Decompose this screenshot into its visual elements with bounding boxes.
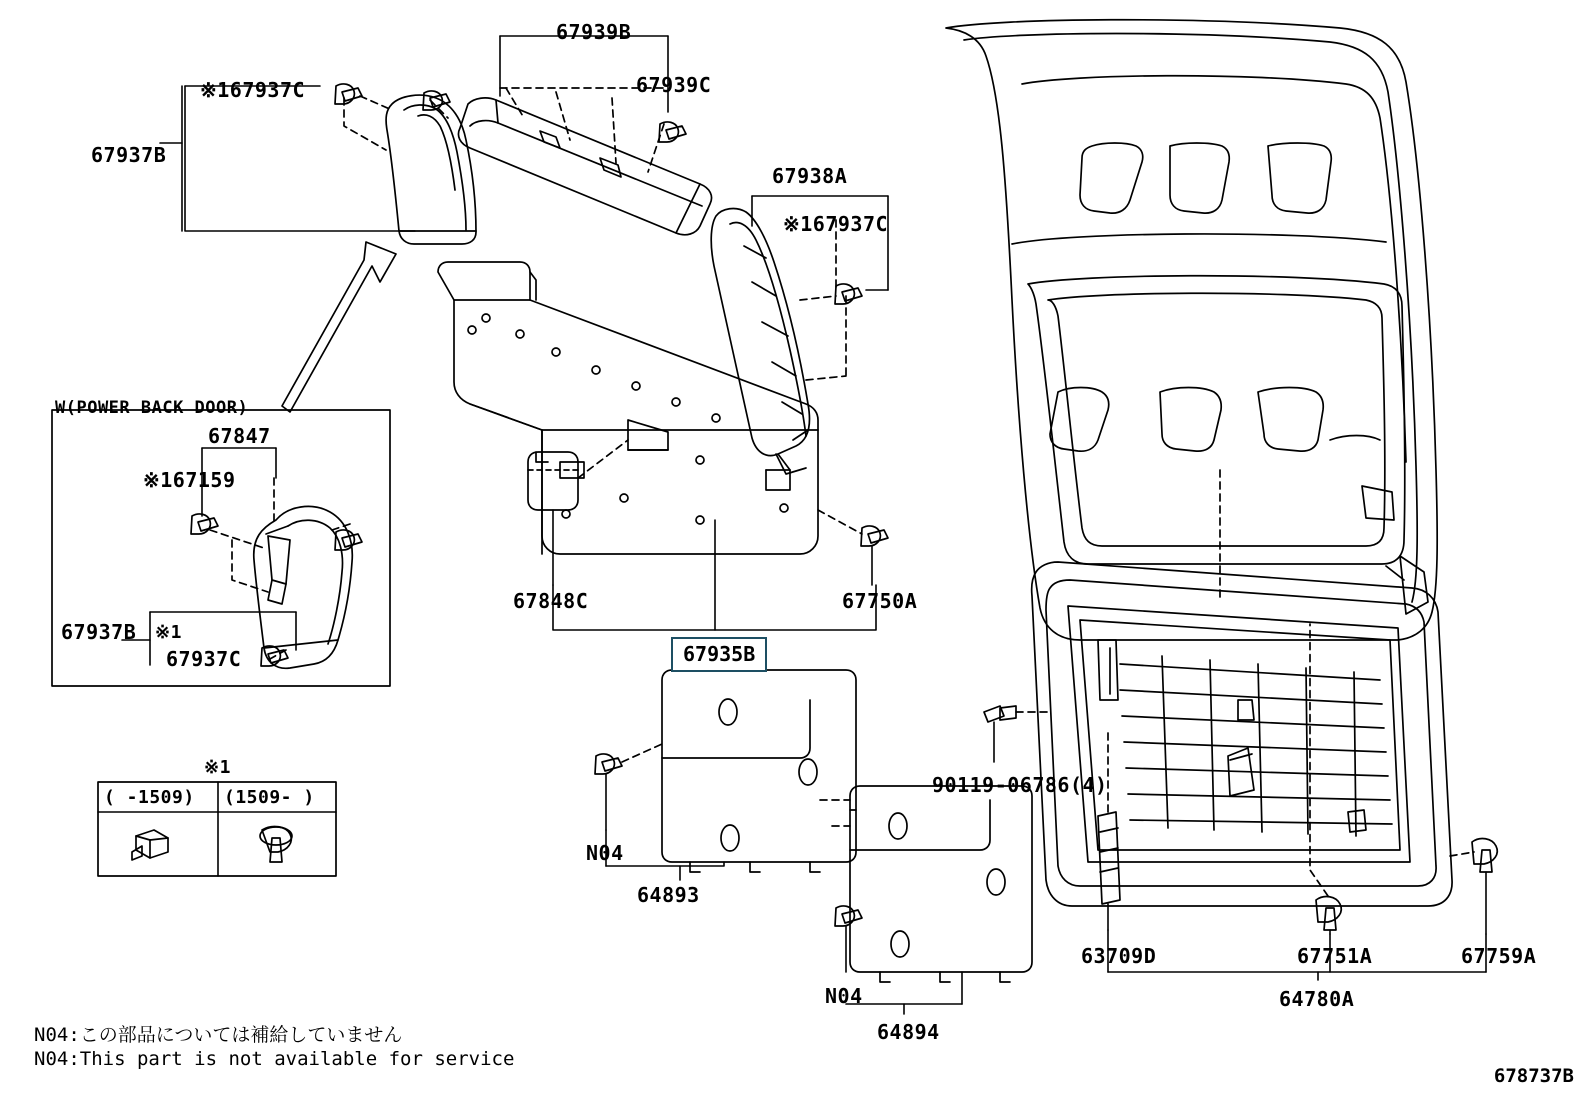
label-marker-1-inset: ※1 xyxy=(155,622,182,643)
label-64780A: 64780A xyxy=(1279,987,1355,1011)
note-japanese: N04:この部品については補給していません xyxy=(34,1024,403,1046)
label-67937B-inset: 67937B xyxy=(61,620,137,644)
label-90119-06786: 90119-06786(4) xyxy=(932,773,1108,797)
label-67750A: 67750A xyxy=(842,589,918,613)
legend-marker-1: ※1 xyxy=(204,757,231,778)
legend-col-right: (1509- ) xyxy=(224,787,315,808)
label-167159: ※167159 xyxy=(143,468,236,492)
label-64894: 64894 xyxy=(877,1020,940,1044)
label-67939C: 67939C xyxy=(636,73,712,97)
inset-title-power-back-door: W(POWER BACK DOOR) xyxy=(55,398,249,418)
label-63709D: 63709D xyxy=(1081,944,1157,968)
label-67847: 67847 xyxy=(208,424,271,448)
label-N04-upper: N04 xyxy=(586,841,624,865)
note-english: N04:This part is not available for service xyxy=(34,1048,515,1070)
diagram-footer-code: 678737B xyxy=(1493,1065,1574,1087)
legend-col-left: ( -1509) xyxy=(104,787,195,808)
label-N04-lower: N04 xyxy=(825,984,863,1008)
label-67848C: 67848C xyxy=(513,589,589,613)
label-67937C-top: ※167937C xyxy=(200,78,306,102)
label-67937C-inset: 67937C xyxy=(166,647,242,671)
label-67938A: 67938A xyxy=(772,164,848,188)
label-67751A: 67751A xyxy=(1297,944,1373,968)
label-67937B-top: 67937B xyxy=(91,143,167,167)
label-67939B: 67939B xyxy=(556,20,632,44)
label-67937C-right: ※167937C xyxy=(783,212,889,236)
highlighted-part-67935B[interactable]: 67935B xyxy=(671,637,767,672)
label-64893: 64893 xyxy=(637,883,700,907)
label-67759A: 67759A xyxy=(1461,944,1537,968)
